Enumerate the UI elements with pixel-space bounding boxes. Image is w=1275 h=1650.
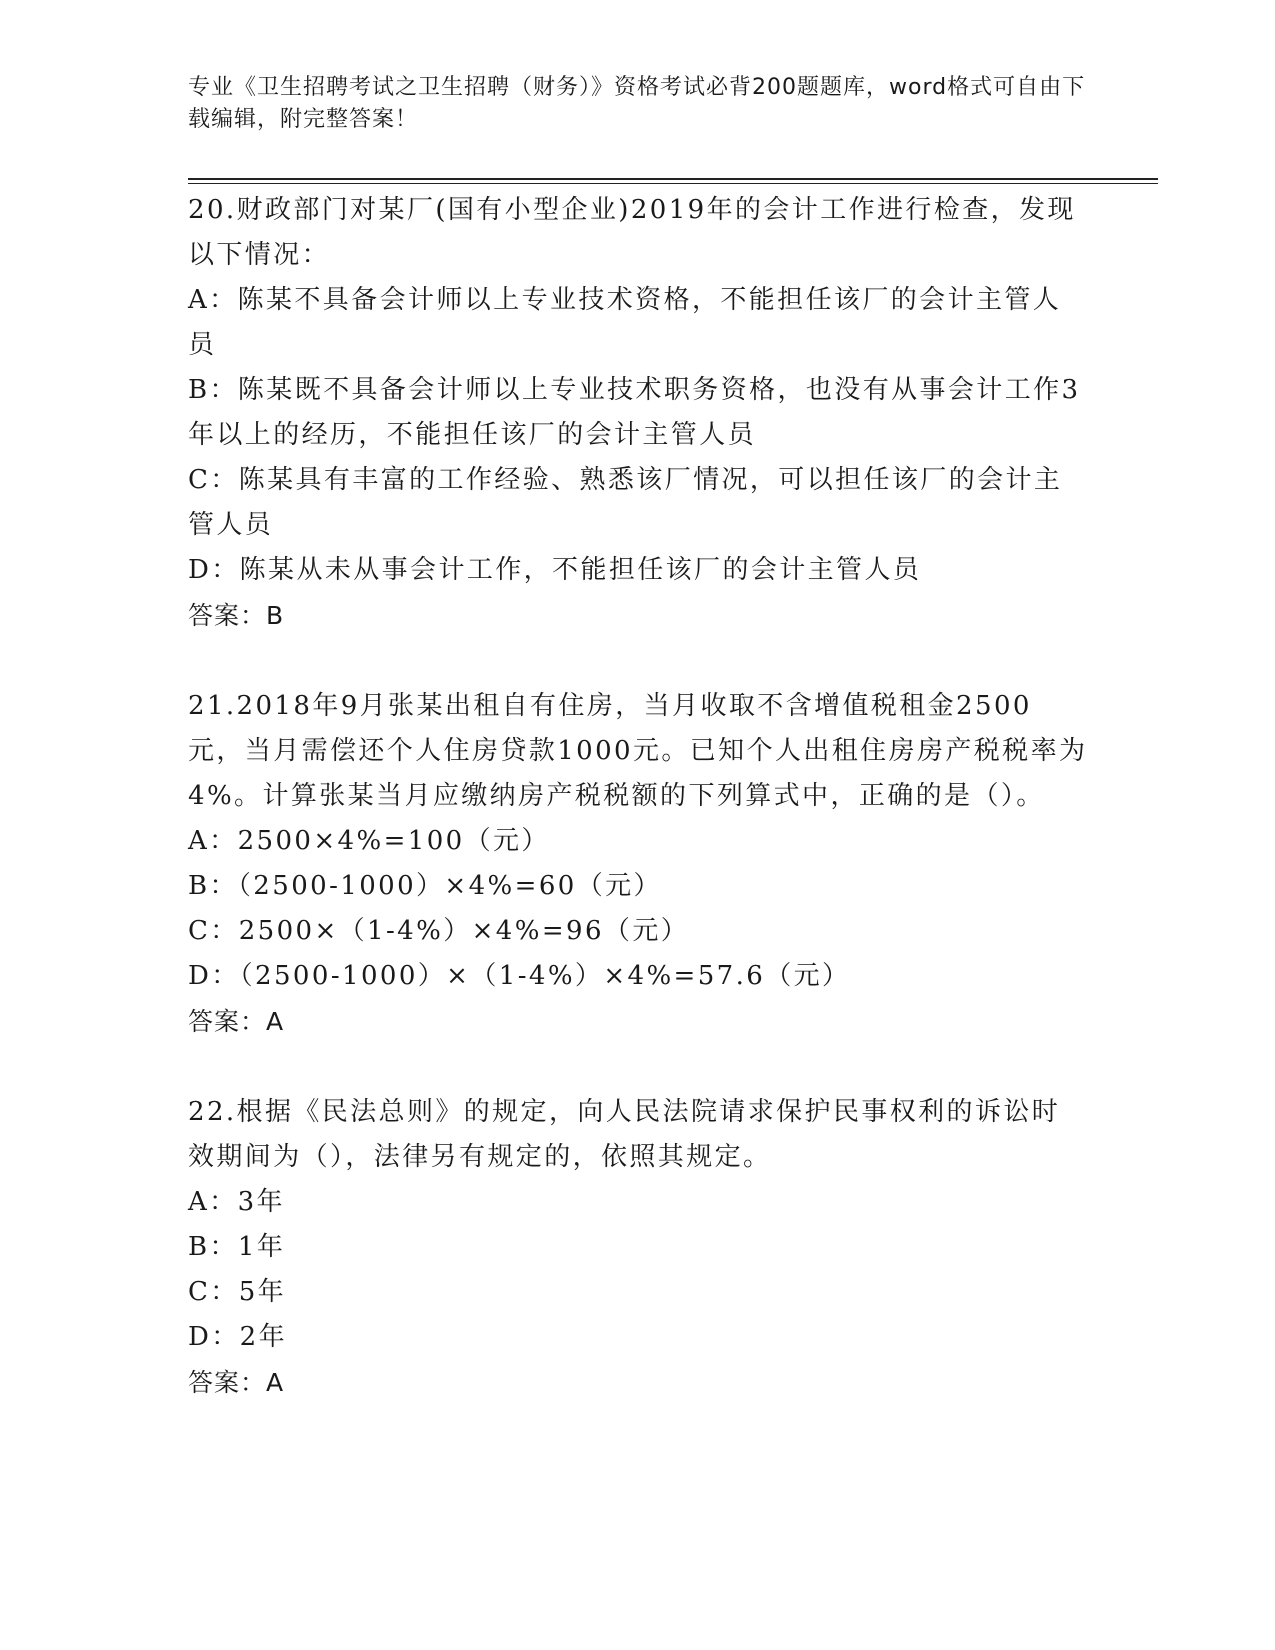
- option-c: C：陈某具有丰富的工作经验、熟悉该厂情况，可以担任该厂的会计主管人员: [188, 465, 1063, 540]
- question-list: [188, 188, 1088, 1451]
- option-c: C：5年: [188, 1277, 287, 1307]
- option-d: D：2年: [188, 1322, 287, 1352]
- document-header: 专业《卫生招聘考试之卫生招聘（财务）》资格考试必背200题题库，word格式可自由下载编辑，附完整答案！: [188, 75, 1086, 132]
- answer: 答案：A: [188, 1007, 285, 1036]
- question-stem: 21.2018年9月张某出租自有住房，当月收取不含增值税租金2500元，当月需偿还个人住房贷款1000元。已知个人出租住房房产税税率为4%。计算张某当月应缴纳房产税税额的下列算式中，正确的是（）。: [188, 691, 1088, 811]
- header-rule-thick: [188, 178, 1158, 180]
- answer: 答案：A: [188, 1368, 285, 1397]
- option-a: A：2500×4%=100（元）: [188, 826, 550, 856]
- option-b: B：1年: [188, 1232, 286, 1262]
- question-20: [188, 188, 1088, 638]
- option-b: B：陈某既不具备会计师以上专业技术职务资格，也没有从事会计工作3年以上的经历，不能担任该厂的会计主管人员: [188, 375, 1081, 450]
- question-stem: 20.财政部门对某厂(国有小型企业)2019年的会计工作进行检查，发现以下情况：: [188, 195, 1076, 270]
- option-a: A：3年: [188, 1187, 285, 1217]
- question-22: [188, 1090, 1088, 1405]
- answer: 答案：B: [188, 601, 285, 630]
- option-d: D：陈某从未从事会计工作，不能担任该厂的会计主管人员: [188, 555, 922, 585]
- question-21: [188, 684, 1088, 1044]
- header-rule-thin: [188, 183, 1158, 184]
- option-d: D：（2500-1000）×（1-4%）×4%=57.6（元）: [188, 961, 851, 991]
- option-a: A：陈某不具备会计师以上专业技术资格，不能担任该厂的会计主管人员: [188, 285, 1062, 360]
- question-stem: 22.根据《民法总则》的规定，向人民法院请求保护民事权利的诉讼时效期间为（），法律另有规定的，依照其规定。: [188, 1097, 1061, 1172]
- option-b: B：（2500-1000）×4%=60（元）: [188, 871, 662, 901]
- option-c: C：2500×（1-4%）×4%=96（元）: [188, 916, 690, 946]
